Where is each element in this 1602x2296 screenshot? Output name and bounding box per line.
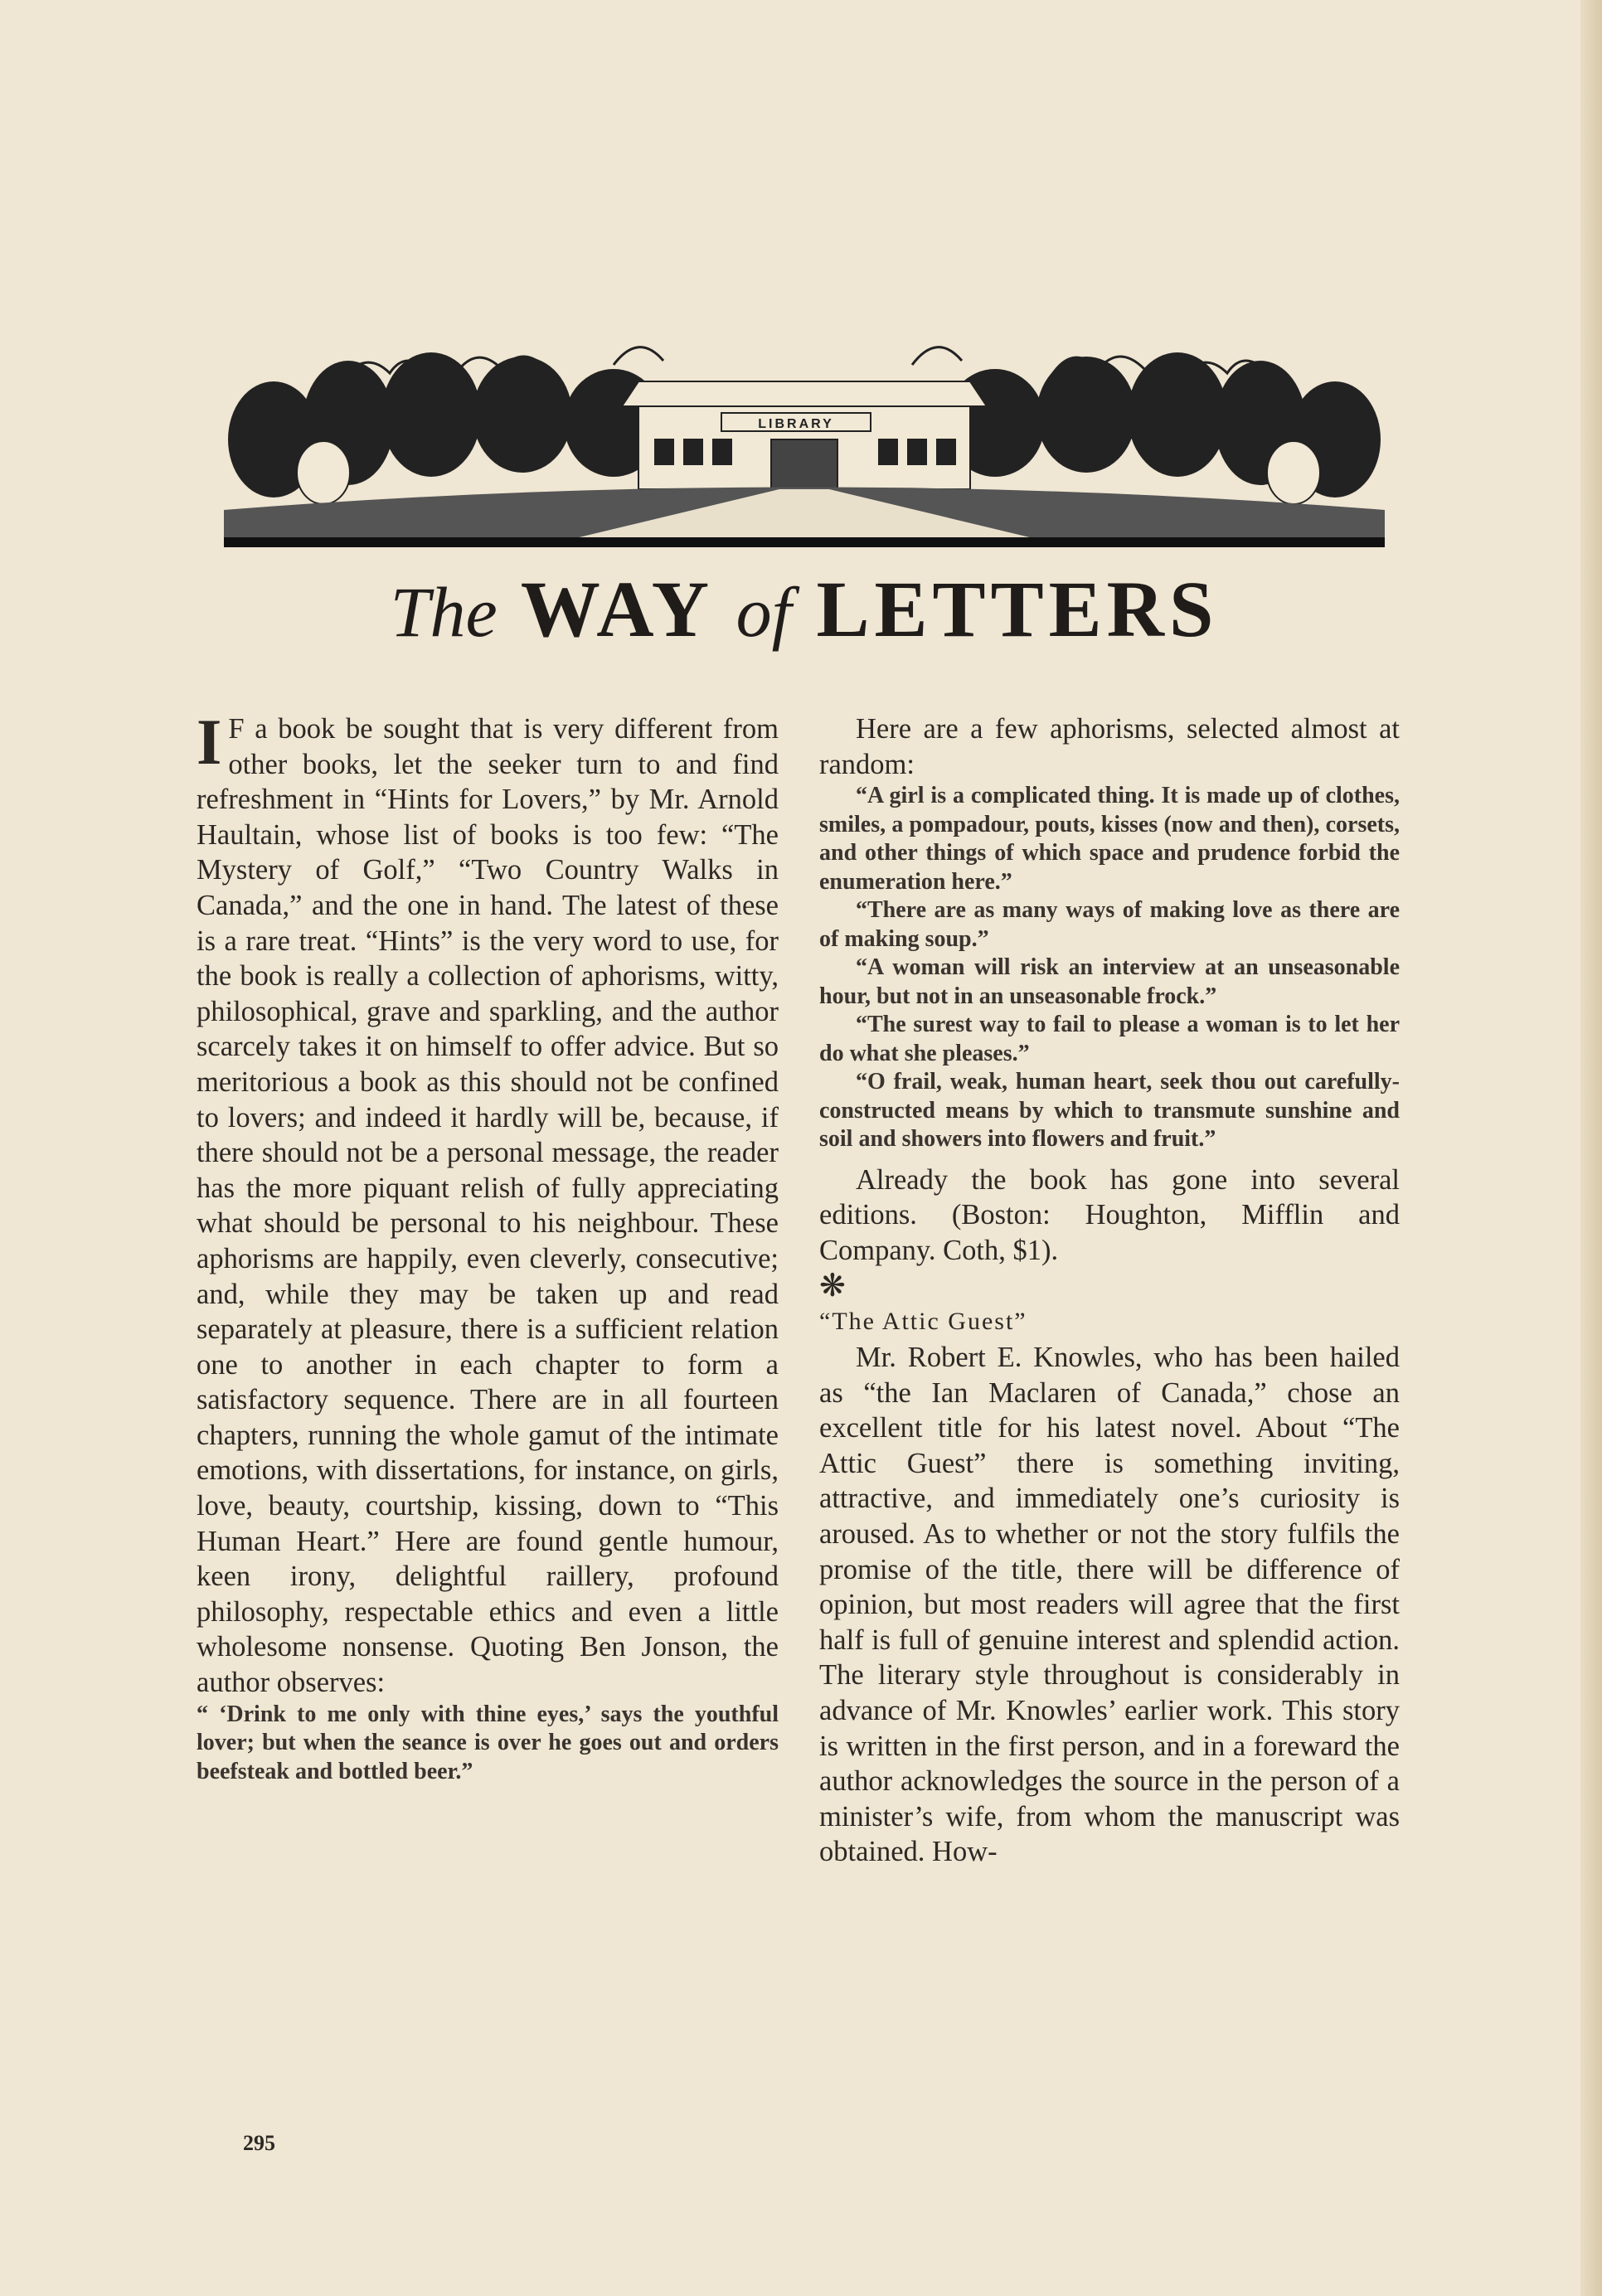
library-sign: LIBRARY <box>758 417 834 431</box>
aphorism-item: “There are as many ways of making love as there are of making soup.” <box>819 897 1400 952</box>
aphorism-item: “The surest way to fail to please a woman is to let her do what she pleases.” <box>819 1012 1400 1066</box>
page-title: The WAY of LETTERS <box>390 565 1219 653</box>
aphorism-item: “A woman will risk an interview at an unseasonable hour, but not in an unseasonable frock.” <box>819 954 1400 1009</box>
page-number: 295 <box>243 2131 275 2155</box>
aphorisms-intro: Here are a few aphorisms, selected almost at random: <box>819 713 1400 780</box>
library-illustration <box>224 323 1385 572</box>
right-column <box>819 711 1400 1870</box>
attic-guest-paragraph: Mr. Robert E. Knowles, who has been hailed as “the Ian Maclaren of Canada,” chose an excellent title for his latest novel. About “The Attic Guest” there is something inviting, attractive, and immediately one’s curiosity is aroused. As to whether or not the story fulfils the promise of the title, there will be difference of opinion, but most readers will agree that the first half is full of genuine interest and splendid action. The literary style throughout is considerably in advance of Mr. Knowles’ earlier work. This story is written in the first person, and in a foreward the author acknowledges the source in the person of a minister’s wife, from whom the manuscript was obtained. How- <box>819 1342 1400 1868</box>
aphorism-item: “A girl is a complicated thing. It is made up of clothes, smiles, a pompadour, pouts, kisses (now and then), corsets, and other things of which space and prudence forbid the enumeration here.” <box>819 783 1400 895</box>
section-ornament: ❋ <box>819 1269 846 1304</box>
drop-cap: I <box>197 706 222 778</box>
section-heading: “The Attic Guest” <box>819 1308 1027 1336</box>
aphorism-item: “O frail, weak, human heart, seek thou out carefully-constructed means by which to transmute sunshine and soil and showers into flowers and fruit.” <box>819 1069 1400 1153</box>
block-quote: “ ‘Drink to me only with thine eyes,’ says the youthful lover; but when the seance is over he goes out and orders beefsteak and bottled beer.” <box>197 1701 779 1784</box>
intro-paragraph: I F a book be sought that is very different from other books, let the seeker turn to and find refreshment in “Hints for Lovers,” by Mr. Arnold Haultain, whose list of books is too few: “The Mystery of Golf,” “Two Country Walks in Canada,” and the one in hand. The latest of these is a rare treat. “Hints” is the very word to use, for the book is really a collection of aphorisms, witty, philosophical, grave and sparkling, and the author scarcely takes it on himself to offer advice. But so meritorious a book as this should not be confined to lovers; and indeed it hardly will be, because, if there should not be a personal message, the reader has the more piquant relish of fully appreciating what should be personal to his neighbour. These aphorisms are happily, even cleverly, consecutive; and, while they may be taken up and read separately at pleasure, there is a sufficient relation one to another in each chapter to form a satisfactory sequence. There are in all fourteen chapters, running the whole gamut of the intimate emotions, with dissertations, for instance, on girls, love, beauty, courtship, kissing, down to “This Human Heart.” Here are found gentle humour, keen irony, delightful raillery, profound philosophy, respectable ethics and even a little wholesome nonsense. Quoting Ben Jonson, the author observes: <box>197 706 779 1699</box>
left-column <box>197 706 779 1786</box>
editions-paragraph: Already the book has gone into several editions. (Boston: Houghton, Mifflin and Company. Coth, $1). <box>819 1163 1400 1266</box>
page-edge <box>1580 0 1602 2296</box>
